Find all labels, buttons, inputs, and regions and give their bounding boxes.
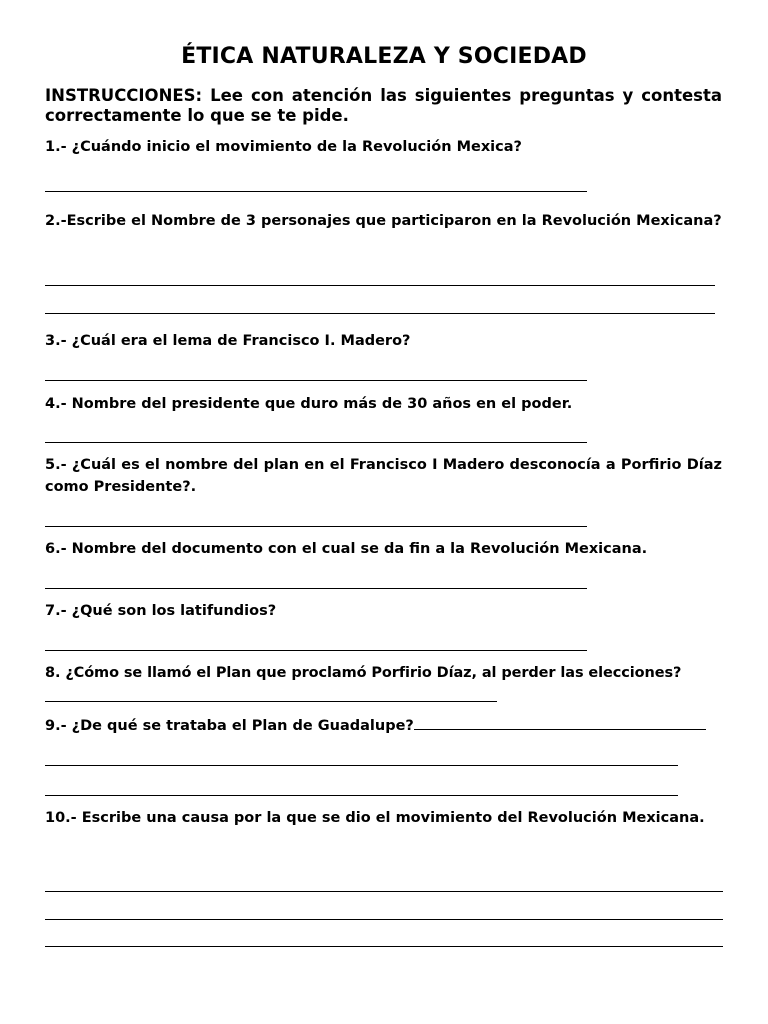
question-10: 10.- Escribe una causa por la que se dio el movimiento del Revolución Mexicana. <box>45 810 705 826</box>
answer-line[interactable] <box>45 380 587 381</box>
answer-line[interactable] <box>45 891 723 892</box>
answer-line[interactable] <box>45 650 587 651</box>
page-title: ÉTICA NATURALEZA Y SOCIEDAD <box>181 44 587 69</box>
answer-line[interactable] <box>45 442 587 443</box>
question-8: 8. ¿Cómo se llamó el Plan que proclamó Porfirio Díaz, al perder las elecciones? <box>45 665 682 681</box>
question-1: 1.- ¿Cuándo inicio el movimiento de la Revolución Mexica? <box>45 139 522 155</box>
question-3: 3.- ¿Cuál era el lema de Francisco I. Madero? <box>45 333 411 349</box>
answer-line[interactable] <box>45 285 715 286</box>
inline-answer-blank[interactable] <box>414 715 706 730</box>
answer-line[interactable] <box>45 795 678 796</box>
answer-line[interactable] <box>45 946 723 947</box>
answer-line[interactable] <box>45 313 715 314</box>
question-2: 2.-Escribe el Nombre de 3 personajes que participaron en la Revolución Mexicana? <box>45 213 722 229</box>
answer-line[interactable] <box>45 526 587 527</box>
answer-line[interactable] <box>45 701 497 702</box>
instructions-text: INSTRUCCIONES: Lee con atención las siguientes preguntas y contesta correctamente lo que se te pide. <box>45 86 722 125</box>
question-9 <box>45 715 722 737</box>
answer-line[interactable] <box>45 765 678 766</box>
answer-line[interactable] <box>45 588 587 589</box>
question-5: 5.- ¿Cuál es el nombre del plan en el Francisco I Madero desconocía a Porfirio Díaz como Presidente?. <box>45 457 722 495</box>
question-9-text: 9.- ¿De qué se trataba el Plan de Guadalupe? <box>45 718 414 734</box>
question-6: 6.- Nombre del documento con el cual se da fin a la Revolución Mexicana. <box>45 541 648 557</box>
answer-line[interactable] <box>45 919 723 920</box>
question-7: 7.- ¿Qué son los latifundios? <box>45 603 277 619</box>
question-4: 4.- Nombre del presidente que duro más de 30 años en el poder. <box>45 396 573 412</box>
answer-line[interactable] <box>45 191 587 192</box>
